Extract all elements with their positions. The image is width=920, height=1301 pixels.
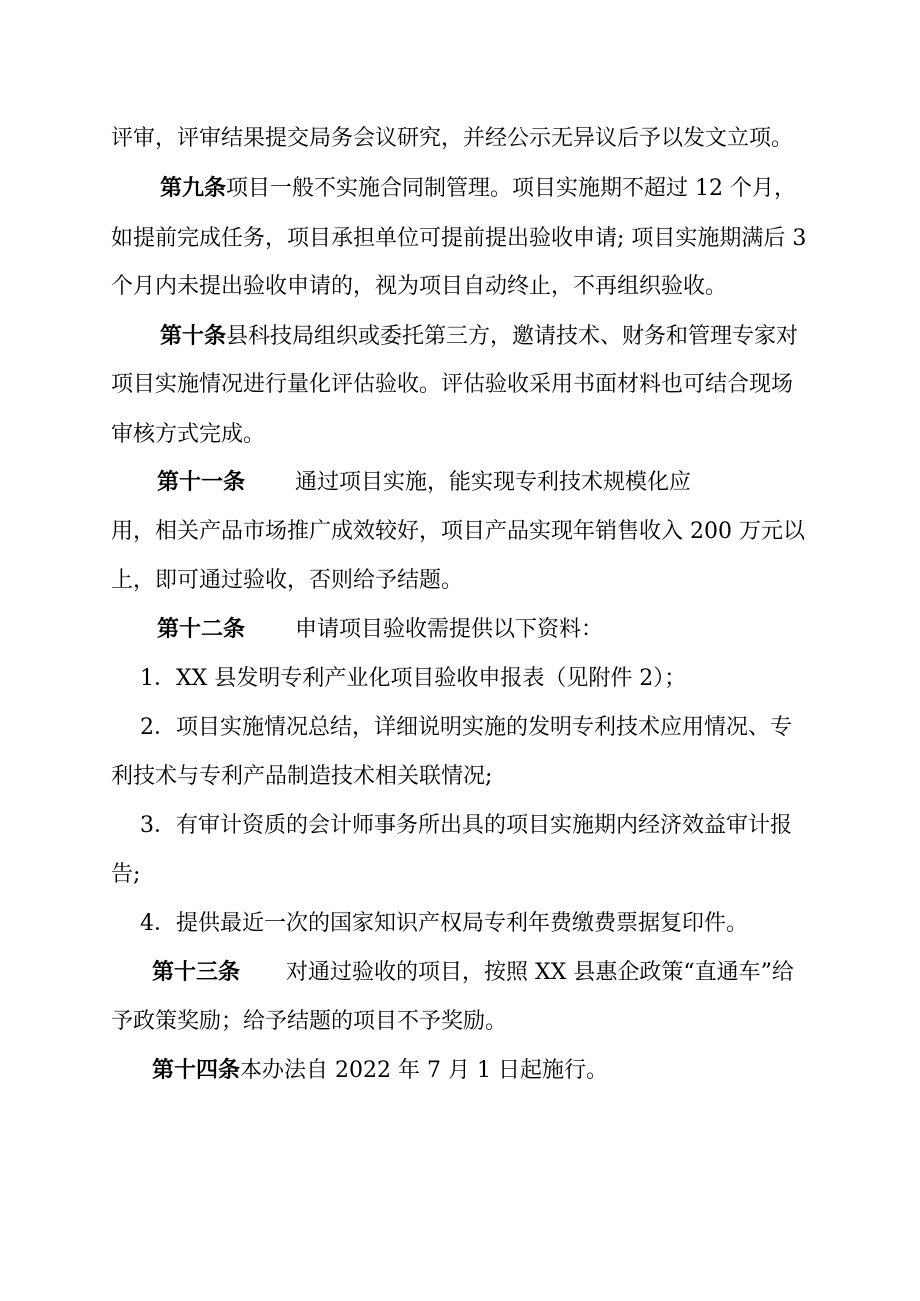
paragraph-line [0,517,920,547]
article-10-line [0,322,920,352]
line-text: 申请项目验收需提供以下资料： [295,617,604,642]
line-text: 用，相关产品市场推广成效较好，项目产品实现年销售收入 200 万元以 [111,519,805,544]
paragraph-line [0,272,920,302]
article-12-line [0,615,920,645]
article-heading: 第十三条 [152,960,241,985]
line-text: 上，即可通过验收，否则给予结题。 [111,568,464,593]
line-text: 1．XX 县发明专利产业化项目验收申报表（见附件 2）； [140,666,687,691]
article-heading: 第十四条 [152,1058,241,1083]
line-text: 如提前完成任务，项目承担单位可提前提出验收申请; 项目实施期满后 3 [111,226,807,251]
list-item [0,909,920,939]
line-text: 县科技局组织或委托第三方，邀请技术、财务和管理专家对 [226,324,799,349]
line-text: 2．项目实施情况总结，详细说明实施的发明专利技术应用情况、专 [140,715,792,740]
list-item [0,713,920,743]
paragraph-line [0,762,920,792]
paragraph-line [0,566,920,596]
list-item [0,811,920,841]
line-text: 项目实施情况进行量化评估验收。评估验收采用书面材料也可结合现场 [111,372,794,397]
paragraph-line [0,124,920,154]
paragraph-line [0,1007,920,1037]
paragraph-line [0,370,920,400]
article-heading: 第十二条 [157,617,246,642]
line-text: 利技术与专利产品制造技术相关联情况; [111,764,493,789]
list-item [0,664,920,694]
line-text: 通过项目实施，能实现专利技术规模化应 [295,470,692,495]
line-text: 对通过验收的项目，按照 XX 县惠企政策“直通车”给 [286,960,794,985]
article-9-line [0,174,920,204]
line-text: 4．提供最近一次的国家知识产权局专利年费缴费票据复印件。 [140,911,748,936]
paragraph-line [0,224,920,254]
paragraph-line [0,860,920,890]
paragraph-line [0,420,920,450]
line-text: 项目一般不实施合同制管理。项目实施期不超过 12 个月， [226,176,796,201]
line-text: 告; [111,862,141,887]
article-heading: 第十条 [160,324,227,349]
line-text: 3．有审计资质的会计师事务所出具的项目实施期内经济效益审计报 [140,813,792,838]
line-text: 评审，评审结果提交局务会议研究，并经公示无异议后予以发文立项。 [111,126,794,151]
article-heading: 第十一条 [157,470,246,495]
line-text: 个月内未提出验收申请的，视为项目自动终止，不再组织验收。 [111,274,728,299]
article-11-line [0,468,920,498]
line-text: 审核方式完成。 [111,422,266,447]
article-heading: 第九条 [160,176,227,201]
line-text: 本办法自 2022 年 7 月 1 日起施行。 [240,1058,608,1083]
article-13-line [0,958,920,988]
line-text: 予政策奖励；给予结题的项目不予奖励。 [111,1009,508,1034]
article-14-line [0,1056,920,1086]
